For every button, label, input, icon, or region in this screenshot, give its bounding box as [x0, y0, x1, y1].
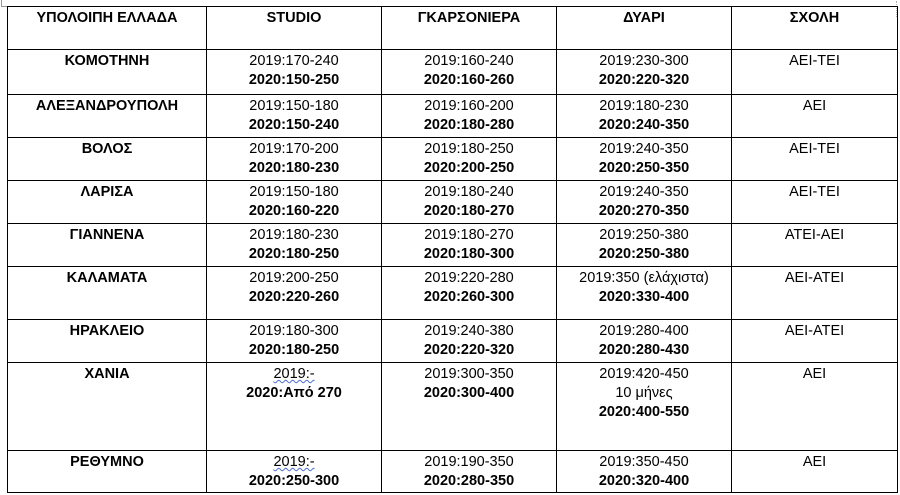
city-cell: ΒΟΛΟΣ: [8, 138, 207, 181]
dyari-cell: [557, 138, 732, 181]
studio-2019-value: 2019:170-240: [249, 53, 339, 69]
dyari-2019-value: 2019:280-400: [599, 323, 689, 339]
city-cell: ΛΑΡΙΣΑ: [8, 181, 207, 224]
garsoniera-2019-value: 2019:180-250: [424, 141, 514, 157]
garsoniera-2019-value: 2019:240-380: [424, 323, 514, 339]
dyari-2020-value: 2020:330-400: [598, 289, 690, 305]
school-cell: ΑΤΕΙ-ΑΕΙ: [732, 224, 898, 267]
garsoniera-2019-value: 2019:220-280: [424, 270, 514, 286]
studio-2020-value: 2020:180-230: [248, 160, 340, 176]
studio-2019-value: [210, 453, 378, 472]
garsoniera-2020-value: 2020:180-270: [423, 203, 515, 219]
dyari-cell: [557, 267, 732, 320]
dyari-2020-value: 2020:280-430: [598, 342, 690, 358]
table-row: [8, 267, 898, 320]
dyari-2020-value: 2020:220-320: [598, 72, 690, 88]
dyari-2019-value: 2019:180-230: [599, 98, 689, 114]
table-body: [8, 7, 898, 493]
garsoniera-cell: [382, 138, 557, 181]
city-cell: ΡΕΘΥΜΝΟ: [8, 451, 207, 493]
table-row: [8, 181, 898, 224]
dyari-cell: [557, 50, 732, 95]
dyari-2019-value: 2019:230-300: [599, 53, 689, 69]
garsoniera-cell: [382, 50, 557, 95]
dyari-2020-value: 2020:270-350: [598, 203, 690, 219]
garsoniera-cell: [382, 451, 557, 493]
school-cell: ΑΕΙ-ΑΤΕΙ: [732, 320, 898, 363]
garsoniera-cell: [382, 267, 557, 320]
school-cell: ΑΕΙ: [732, 95, 898, 138]
dyari-2020-value: 2020:320-400: [598, 473, 690, 489]
dyari-note: 10 μήνες: [615, 385, 673, 401]
garsoniera-cell: [382, 181, 557, 224]
studio-cell: [207, 138, 382, 181]
dyari-cell: [557, 451, 732, 493]
garsoniera-2019-value: 2019:180-270: [424, 227, 514, 243]
school-cell: ΑΕΙ: [732, 363, 898, 451]
garsoniera-2020-value: 2020:280-350: [423, 473, 515, 489]
studio-cell: [207, 224, 382, 267]
dyari-2019-value: 2019:420-450: [599, 366, 689, 382]
table-row: [8, 95, 898, 138]
studio-cell: [207, 451, 382, 493]
header-dyari: ΔΥΑΡΙ: [557, 7, 732, 50]
table-row: [8, 320, 898, 363]
dyari-2020-value: 2020:250-380: [598, 246, 690, 262]
garsoniera-2020-value: 2020:160-260: [423, 72, 515, 88]
city-cell: ΑΛΕΞΑΝΔΡΟΥΠΟΛΗ: [8, 95, 207, 138]
dyari-2020-value: 2020:240-350: [598, 117, 690, 133]
school-cell: ΑΕΙ-ΑΤΕΙ: [732, 267, 898, 320]
studio-2020-value: 2020:180-250: [248, 246, 340, 262]
studio-cell: [207, 363, 382, 451]
studio-cell: [207, 95, 382, 138]
table-row: [8, 363, 898, 451]
dyari-2019-value: 2019:350 (ελάχιστα): [579, 270, 709, 286]
header-region: ΥΠΟΛΟΙΠΗ ΕΛΛΑΔΑ: [8, 7, 207, 50]
dyari-cell: [557, 95, 732, 138]
studio-2019-value-text: 2019:-: [273, 454, 315, 470]
garsoniera-2020-value: 2020:260-300: [423, 289, 515, 305]
dyari-cell: [557, 181, 732, 224]
city-cell: ΗΡΑΚΛΕΙΟ: [8, 320, 207, 363]
table-row: [8, 138, 898, 181]
dyari-2019-value: 2019:240-350: [599, 184, 689, 200]
city-cell: ΧΑΝΙΑ: [8, 363, 207, 451]
garsoniera-cell: [382, 95, 557, 138]
garsoniera-cell: [382, 320, 557, 363]
dyari-cell: [557, 224, 732, 267]
header-studio: STUDIO: [207, 7, 382, 50]
studio-cell: [207, 181, 382, 224]
garsoniera-2020-value: 2020:180-300: [423, 246, 515, 262]
table-row: [8, 451, 898, 493]
school-cell: ΑΕΙ-ΤΕΙ: [732, 181, 898, 224]
studio-2019-value: 2019:150-180: [249, 98, 339, 114]
garsoniera-cell: [382, 224, 557, 267]
city-cell: ΚΑΛΑΜΑΤΑ: [8, 267, 207, 320]
studio-2019-value: 2019:150-180: [249, 184, 339, 200]
dyari-2020-value: 2020:250-350: [598, 160, 690, 176]
garsoniera-2019-value: 2019:160-240: [424, 53, 514, 69]
studio-2020-value: 2020:150-240: [248, 117, 340, 133]
studio-2019-value: 2019:200-250: [249, 270, 339, 286]
studio-2020-value: 2020:220-260: [248, 289, 340, 305]
studio-2020-value: 2020:180-250: [248, 342, 340, 358]
school-cell: ΑΕΙ-ΤΕΙ: [732, 138, 898, 181]
table-row: [8, 224, 898, 267]
header-school: ΣΧΟΛΗ: [732, 7, 898, 50]
table-row: [8, 50, 898, 95]
studio-2020-value: 2020:250-300: [248, 473, 340, 489]
studio-2019-value-text: 2019:-: [273, 366, 315, 382]
studio-cell: [207, 50, 382, 95]
garsoniera-2019-value: 2019:300-350: [424, 366, 514, 382]
garsoniera-2019-value: 2019:160-200: [424, 98, 514, 114]
studio-2020-value: 2020:Από 270: [246, 385, 342, 401]
dyari-2020-value: 2020:400-550: [598, 404, 690, 420]
dyari-2019-value: 2019:350-450: [599, 454, 689, 470]
studio-2020-value: 2020:160-220: [248, 203, 340, 219]
studio-2019-value: 2019:170-200: [249, 141, 339, 157]
garsoniera-2020-value: 2020:220-320: [423, 342, 515, 358]
garsoniera-cell: [382, 363, 557, 451]
studio-2019-value: [210, 365, 378, 384]
header-row: [8, 7, 898, 50]
garsoniera-2019-value: 2019:180-240: [424, 184, 514, 200]
studio-cell: [207, 320, 382, 363]
studio-cell: [207, 267, 382, 320]
garsoniera-2019-value: 2019:190-350: [424, 454, 514, 470]
school-cell: ΑΕΙ: [732, 451, 898, 493]
city-cell: ΚΟΜΟΤΗΝΗ: [8, 50, 207, 95]
studio-2019-value: 2019:180-230: [249, 227, 339, 243]
dyari-cell: [557, 363, 732, 451]
rent-prices-table: [7, 6, 898, 493]
header-garsoniera: ΓΚΑΡΣΟΝΙΕΡΑ: [382, 7, 557, 50]
garsoniera-2020-value: 2020:180-280: [423, 117, 515, 133]
dyari-2019-value: 2019:240-350: [599, 141, 689, 157]
dyari-2019-value: 2019:250-380: [599, 227, 689, 243]
garsoniera-2020-value: 2020:300-400: [423, 385, 515, 401]
city-cell: ΓΙΑΝΝΕΝΑ: [8, 224, 207, 267]
studio-2020-value: 2020:150-250: [248, 72, 340, 88]
dyari-cell: [557, 320, 732, 363]
school-cell: ΑΕΙ-ΤΕΙ: [732, 50, 898, 95]
studio-2019-value: 2019:180-300: [249, 323, 339, 339]
garsoniera-2020-value: 2020:200-250: [423, 160, 515, 176]
